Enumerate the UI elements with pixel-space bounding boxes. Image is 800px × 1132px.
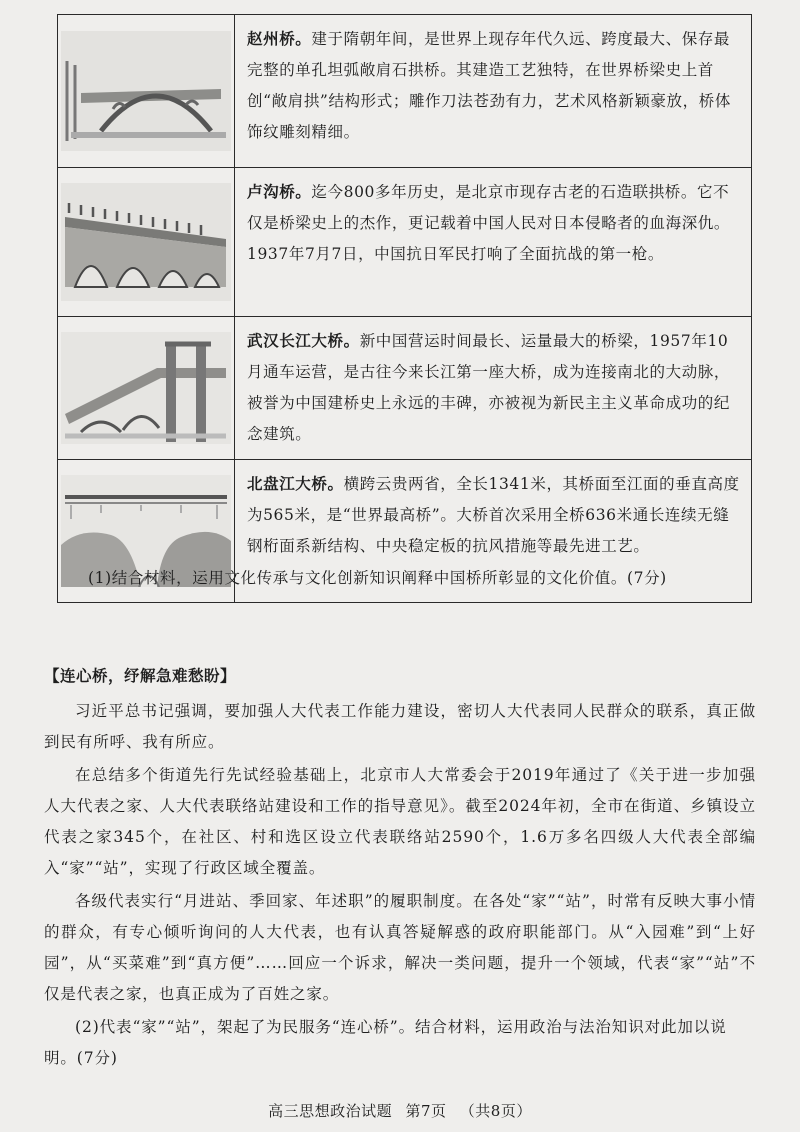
paragraph-1: 习近平总书记强调，要加强人大代表工作能力建设，密切人大代表同人民群众的联系，真正做到民有所呼、我有所应。 (44, 702, 756, 751)
bridge-image-cell (58, 168, 235, 317)
bridge-name: 武汉长江大桥。 (247, 331, 360, 350)
page-footer (0, 1100, 800, 1121)
bridge-text: 迄今800多年历史，是北京市现存古老的石造联拱桥。它不仅是桥梁史上的杰作，更记载着中国人民对日本侵略者的血海深仇。1937年7月7日，中国抗日军民打响了全面抗战的第一枪。 (247, 183, 731, 263)
paragraph-3: 各级代表实行“月进站、季回家、年述职”的履职制度。在各处“家”“站”，时常有反映大事小情的群众，有专心倾听询问的人大代表，也有认真答疑解惑的政府职能部门。从“入园难”到“上好园”，从“买菜难”到“真方便”……回应一个诉求，解决一类问题，提升一个领域，代表“家”“站”不仅是代表之家，也真正成为了百姓之家。 (44, 892, 756, 1003)
bridge-text: 横跨云贵两省，全长1341米，其桥面至江面的垂直高度为565米，是“世界最高桥”。大桥首次采用全桥636米通长连续无缝钢桁面系新结构、中央稳定板的抗风措施等最先进工艺。 (247, 475, 740, 555)
bridge-table (57, 14, 752, 603)
question-2: (2)代表“家”“站”，架起了为民服务“连心桥”。结合材料，运用政治与法治知识对此加以说明。(7分) (44, 1018, 727, 1067)
steel-bridge-photo-icon (61, 332, 231, 444)
footer-title: 高三思想政治试题 (268, 1102, 393, 1120)
question-1: (1)结合材料，运用文化传承与文化创新知识阐释中国桥所彰显的文化价值。(7分) (88, 569, 667, 587)
stone-arch-bridge-photo-icon (61, 31, 231, 151)
bridge-desc-lugou (235, 168, 752, 317)
bridge-image-cell (58, 15, 235, 168)
bridge-text: 建于隋朝年间，是世界上现存年代久远、跨度最大、保存最完整的单孔坦弧敞肩石拱桥。其建造工艺独特，在世界桥梁史上首创“敞肩拱”结构形式；雕作刀法苍劲有力，艺术风格新颖豪放，桥体饰纹雕刻精细。 (247, 30, 731, 141)
bridge-name: 卢沟桥。 (247, 182, 312, 201)
bridge-desc-wuhan (235, 317, 752, 460)
paragraph-2: 在总结多个街道先行先试经验基础上，北京市人大常委会于2019年通过了《关于进一步加强人大代表之家、人大代表联络站建设和工作的指导意见》。截至2024年初，全市在街道、乡镇设立代表之家345个，在社区、村和选区设立代表联络站2590个，1.6万多名四级人大代表全部编入“家”“站”，实现了行政区域全覆盖。 (44, 766, 756, 877)
bridge-name: 赵州桥。 (247, 29, 312, 48)
section-title: 【连心桥，纾解急难愁盼】 (44, 666, 237, 685)
multi-arch-bridge-photo-icon (61, 183, 231, 301)
bridge-image-cell (58, 317, 235, 460)
bridge-name: 北盘江大桥。 (247, 474, 344, 493)
table-row-wuhan (58, 317, 752, 460)
footer-total: （共8页） (459, 1102, 532, 1120)
bridge-text: 新中国营运时间最长、运量最大的桥梁，1957年10月通车运营，是古往今来长江第一座大桥，成为连接南北的大动脉，被誉为中国建桥史上永远的丰碑，亦被视为新民主主义革命成功的纪念建筑。 (247, 332, 731, 443)
table-row-zhaozhou (58, 15, 752, 168)
bridge-desc-zhaozhou (235, 15, 752, 168)
table-row-lugou (58, 168, 752, 317)
footer-page: 第7页 (405, 1102, 447, 1120)
